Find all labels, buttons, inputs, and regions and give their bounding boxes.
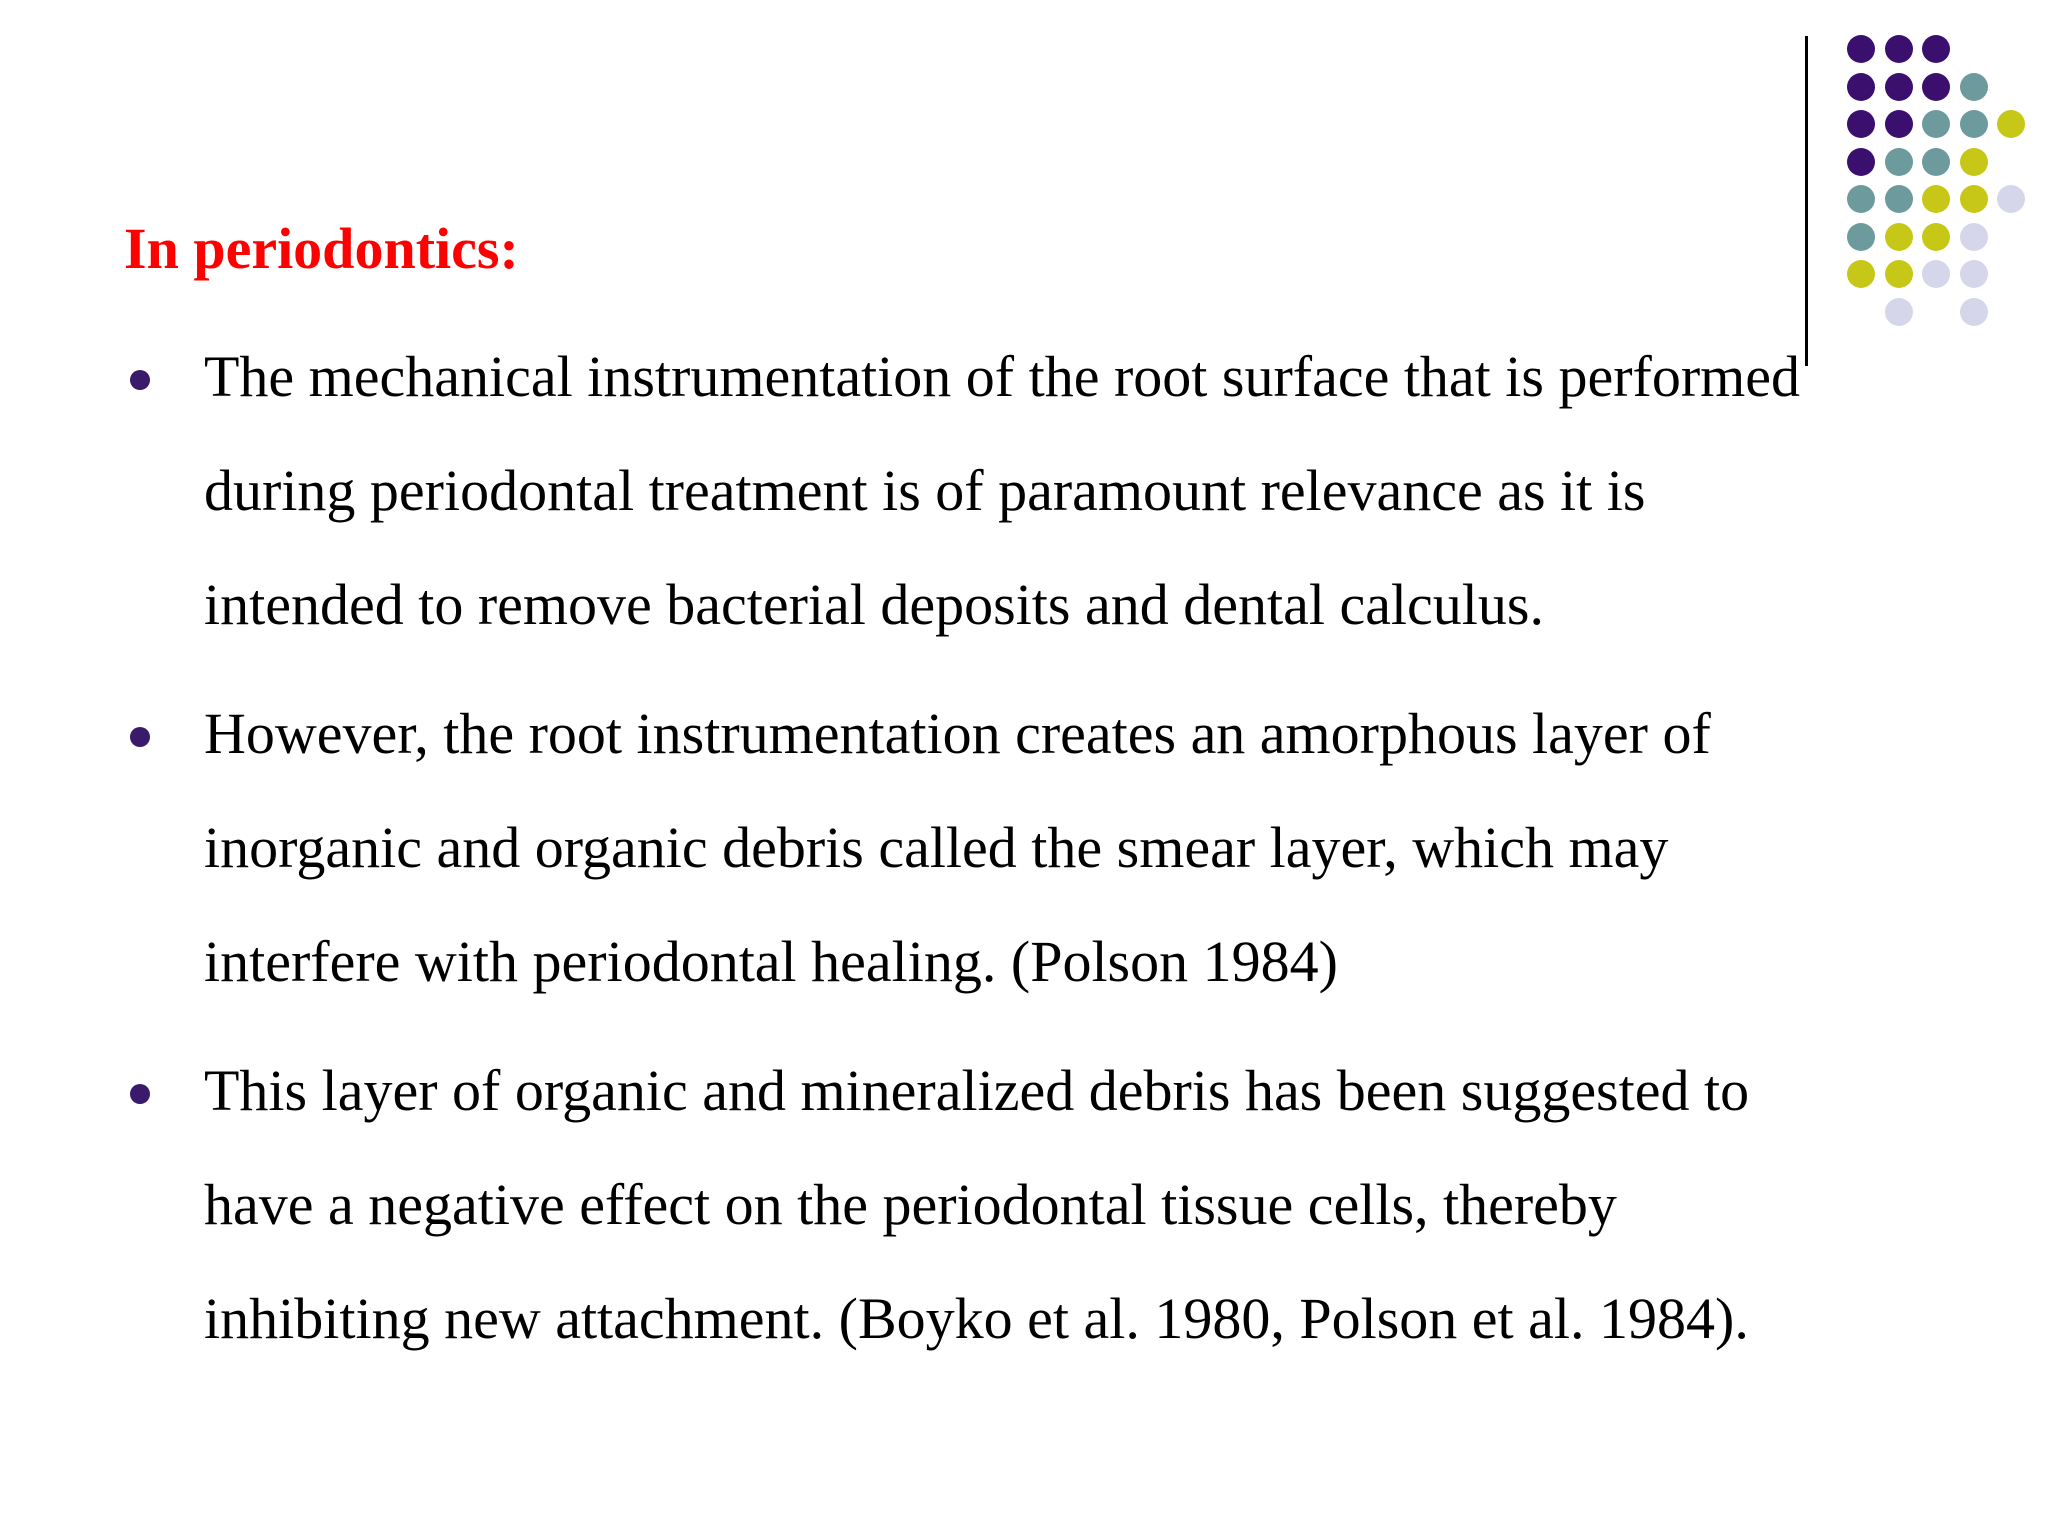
decorative-dot-icon — [1885, 35, 1913, 63]
decorative-dot-icon — [1922, 110, 1950, 138]
bullet-line: interfere with periodontal healing. (Polson 1984) — [204, 929, 1338, 994]
bullet-line: inorganic and organic debris called the smear layer, which may — [204, 815, 1669, 880]
decorative-dot-icon — [1885, 223, 1913, 251]
decorative-dot-icon — [1960, 148, 1988, 176]
decorative-dot-icon — [1922, 148, 1950, 176]
bullet-text-3 — [204, 1034, 2048, 1376]
decorative-dot-icon — [1960, 223, 1988, 251]
decorative-dot-icon — [1960, 73, 1988, 101]
decorative-dot-icon — [1922, 223, 1950, 251]
bullet-dot-icon — [130, 1084, 150, 1104]
decorative-dot-icon — [1885, 110, 1913, 138]
decorative-dot-icon — [1885, 185, 1913, 213]
decorative-dot-icon — [1847, 73, 1875, 101]
bullet-dot-icon — [130, 370, 150, 390]
slide-heading: In periodontics: — [124, 216, 519, 281]
decorative-dot-icon — [1922, 35, 1950, 63]
decorative-dot-icon — [1997, 110, 2025, 138]
decorative-dot-icon — [1847, 260, 1875, 288]
decorative-dot-icon — [1847, 223, 1875, 251]
bullet-text-1 — [204, 320, 2048, 662]
decorative-dot-icon — [1885, 148, 1913, 176]
decorative-dot-icon — [1847, 148, 1875, 176]
bullet-line: have a negative effect on the periodontal tissue cells, thereby — [204, 1172, 1617, 1237]
decorative-dot-icon — [1847, 35, 1875, 63]
bullet-dot-icon — [130, 727, 150, 747]
decorative-dot-icon — [1922, 73, 1950, 101]
decorative-dot-icon — [1960, 185, 1988, 213]
decorative-dot-icon — [1960, 260, 1988, 288]
decorative-dot-icon — [1960, 110, 1988, 138]
bullet-line: This layer of organic and mineralized debris has been suggested to — [204, 1058, 1750, 1123]
decorative-dot-icon — [1922, 185, 1950, 213]
decorative-dot-icon — [1847, 185, 1875, 213]
bullet-line: during periodontal treatment is of paramount relevance as it is — [204, 458, 1646, 523]
bullet-line: However, the root instrumentation creates an amorphous layer of — [204, 701, 1711, 766]
bullet-line: inhibiting new attachment. (Boyko et al. 1980, Polson et al. 1984). — [204, 1286, 1749, 1351]
decorative-dot-icon — [1847, 110, 1875, 138]
bullet-text-2 — [204, 677, 2048, 1019]
bullet-line: intended to remove bacterial deposits and dental calculus. — [204, 572, 1544, 637]
decorative-dot-icon — [1885, 260, 1913, 288]
decorative-dot-icon — [1997, 185, 2025, 213]
decorative-dot-icon — [1885, 73, 1913, 101]
decorative-dot-icon — [1922, 260, 1950, 288]
bullet-line: The mechanical instrumentation of the root surface that is performed — [204, 344, 1801, 409]
